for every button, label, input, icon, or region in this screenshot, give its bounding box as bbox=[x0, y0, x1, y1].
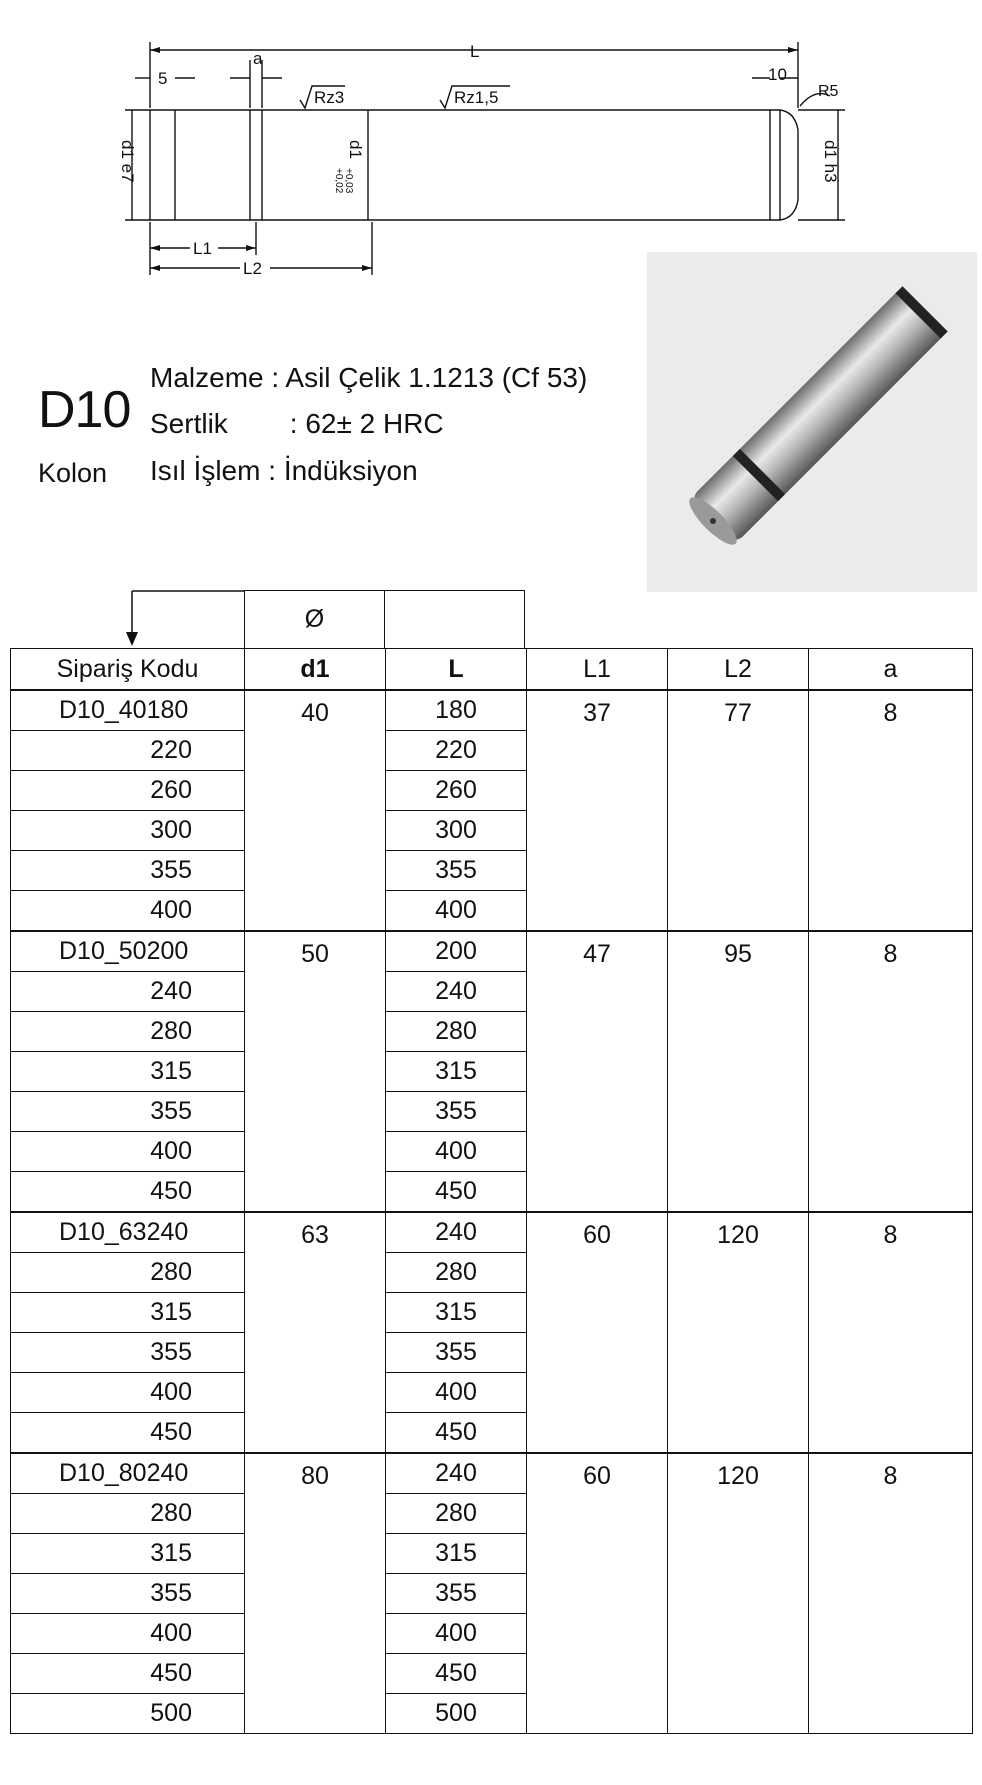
empty-top-cell bbox=[384, 590, 525, 648]
order-code-suffix-cell: 315 bbox=[11, 1293, 245, 1333]
table-row bbox=[11, 1212, 973, 1253]
spec-row-heat-treatment bbox=[150, 455, 418, 487]
roughness-rz3: Rz3 bbox=[314, 88, 345, 107]
order-code-cell: D10_63240 bbox=[11, 1212, 245, 1253]
length-cell: 450 bbox=[386, 1172, 527, 1213]
L2-cell: 77 bbox=[668, 690, 809, 931]
order-code-suffix-cell: 280 bbox=[11, 1012, 245, 1052]
table-row bbox=[11, 690, 973, 731]
order-code-suffix-cell: 400 bbox=[11, 1132, 245, 1172]
order-code-suffix-cell: 280 bbox=[11, 1253, 245, 1293]
order-code-suffix-cell: 315 bbox=[11, 1052, 245, 1092]
header-L2: L2 bbox=[668, 649, 809, 691]
order-code-cell: D10_40180 bbox=[11, 690, 245, 731]
length-cell: 240 bbox=[386, 1453, 527, 1494]
length-cell: 280 bbox=[386, 1253, 527, 1293]
d1-cell: 40 bbox=[245, 690, 386, 931]
header-order-code: Sipariş Kodu bbox=[11, 649, 245, 691]
table-header-row bbox=[11, 649, 973, 691]
length-cell: 315 bbox=[386, 1052, 527, 1092]
a-cell: 8 bbox=[809, 690, 973, 931]
length-cell: 355 bbox=[386, 1092, 527, 1132]
roughness-rz15: Rz1,5 bbox=[454, 88, 499, 107]
order-code-suffix-cell: 400 bbox=[11, 891, 245, 932]
length-cell: 450 bbox=[386, 1413, 527, 1454]
length-cell: 400 bbox=[386, 1373, 527, 1413]
dim-10: 10 bbox=[768, 65, 787, 84]
order-code-suffix-cell: 240 bbox=[11, 972, 245, 1012]
order-code-cell: D10_80240 bbox=[11, 1453, 245, 1494]
diameter-symbol-cell bbox=[244, 590, 385, 648]
order-code-suffix-cell: 500 bbox=[11, 1694, 245, 1734]
order-code-suffix-cell: 300 bbox=[11, 811, 245, 851]
order-code-cell: D10_50200 bbox=[11, 931, 245, 972]
tol-upper: +0,02 bbox=[333, 168, 344, 194]
d1-h3-label: d1 h3 bbox=[821, 140, 840, 183]
length-cell: 260 bbox=[386, 771, 527, 811]
L2-cell: 120 bbox=[668, 1453, 809, 1734]
spec-value: 62± 2 HRC bbox=[305, 408, 444, 439]
spec-sep: : bbox=[289, 408, 298, 439]
a-cell: 8 bbox=[809, 931, 973, 1212]
spec-label: Malzeme bbox=[150, 362, 264, 393]
length-cell: 280 bbox=[386, 1494, 527, 1534]
length-cell: 200 bbox=[386, 931, 527, 972]
length-cell: 400 bbox=[386, 1132, 527, 1172]
dim-L: L bbox=[470, 42, 480, 61]
length-cell: 355 bbox=[386, 1574, 527, 1614]
dim-L2: L2 bbox=[243, 259, 262, 278]
order-code-suffix-cell: 260 bbox=[11, 771, 245, 811]
product-photo bbox=[647, 252, 977, 592]
order-code-suffix-cell: 400 bbox=[11, 1614, 245, 1654]
d1-cell: 50 bbox=[245, 931, 386, 1212]
dimensions-table bbox=[10, 648, 973, 1734]
order-code-suffix-cell: 355 bbox=[11, 1574, 245, 1614]
length-cell: 450 bbox=[386, 1654, 527, 1694]
product-code: D10 bbox=[38, 381, 131, 439]
length-cell: 240 bbox=[386, 1212, 527, 1253]
L1-cell: 37 bbox=[527, 690, 668, 931]
length-cell: 220 bbox=[386, 731, 527, 771]
table-row bbox=[11, 1453, 973, 1494]
pin-outline bbox=[150, 110, 798, 220]
table-row bbox=[11, 931, 973, 972]
length-cell: 300 bbox=[386, 811, 527, 851]
spec-row-material bbox=[150, 362, 587, 394]
length-cell: 400 bbox=[386, 1614, 527, 1654]
length-cell: 355 bbox=[386, 851, 527, 891]
length-cell: 315 bbox=[386, 1293, 527, 1333]
header-L: L bbox=[386, 649, 527, 691]
order-code-suffix-cell: 280 bbox=[11, 1494, 245, 1534]
length-cell: 355 bbox=[386, 1333, 527, 1373]
a-cell: 8 bbox=[809, 1453, 973, 1734]
spec-label: Isıl İşlem bbox=[150, 455, 261, 486]
header-L1: L1 bbox=[527, 649, 668, 691]
spec-sep: : bbox=[271, 362, 280, 393]
length-cell: 400 bbox=[386, 891, 527, 932]
order-code-suffix-cell: 450 bbox=[11, 1172, 245, 1213]
spec-value: İndüksiyon bbox=[283, 455, 418, 486]
order-code-suffix-cell: 355 bbox=[11, 1333, 245, 1373]
spec-sep: : bbox=[268, 455, 277, 486]
header-a: a bbox=[809, 649, 973, 691]
tol-lower: +0,03 bbox=[343, 168, 354, 194]
length-cell: 240 bbox=[386, 972, 527, 1012]
order-code-suffix-cell: 450 bbox=[11, 1413, 245, 1454]
dim-5: 5 bbox=[158, 69, 168, 88]
length-cell: 500 bbox=[386, 1694, 527, 1734]
d1-cell: 63 bbox=[245, 1212, 386, 1453]
radius-r5: R5 bbox=[818, 83, 839, 100]
dim-a: a bbox=[253, 49, 263, 68]
d1-tol-label: d1 bbox=[346, 140, 365, 159]
order-code-suffix-cell: 315 bbox=[11, 1534, 245, 1574]
spec-row-hardness bbox=[150, 408, 444, 440]
spec-label: Sertlik bbox=[150, 408, 228, 439]
length-cell: 315 bbox=[386, 1534, 527, 1574]
a-cell: 8 bbox=[809, 1212, 973, 1453]
L1-cell: 47 bbox=[527, 931, 668, 1212]
order-code-suffix-cell: 355 bbox=[11, 851, 245, 891]
order-code-suffix-cell: 450 bbox=[11, 1654, 245, 1694]
L2-cell: 120 bbox=[668, 1212, 809, 1453]
arrow-down-icon bbox=[112, 580, 252, 650]
order-code-suffix-cell: 220 bbox=[11, 731, 245, 771]
length-cell: 280 bbox=[386, 1012, 527, 1052]
d1-cell: 80 bbox=[245, 1453, 386, 1734]
technical-drawing bbox=[0, 0, 982, 290]
d1-e7-label: d1 e7 bbox=[118, 140, 137, 183]
spec-value: Asil Çelik 1.1213 (Cf 53) bbox=[285, 362, 588, 393]
diameter-symbol: Ø bbox=[304, 605, 325, 633]
L2-cell: 95 bbox=[668, 931, 809, 1212]
product-name: Kolon bbox=[38, 458, 108, 488]
L1-cell: 60 bbox=[527, 1212, 668, 1453]
order-code-suffix-cell: 400 bbox=[11, 1373, 245, 1413]
header-d1: d1 bbox=[245, 649, 386, 691]
order-code-suffix-cell: 355 bbox=[11, 1092, 245, 1132]
L1-cell: 60 bbox=[527, 1453, 668, 1734]
length-cell: 180 bbox=[386, 690, 527, 731]
dim-L1: L1 bbox=[193, 239, 212, 258]
